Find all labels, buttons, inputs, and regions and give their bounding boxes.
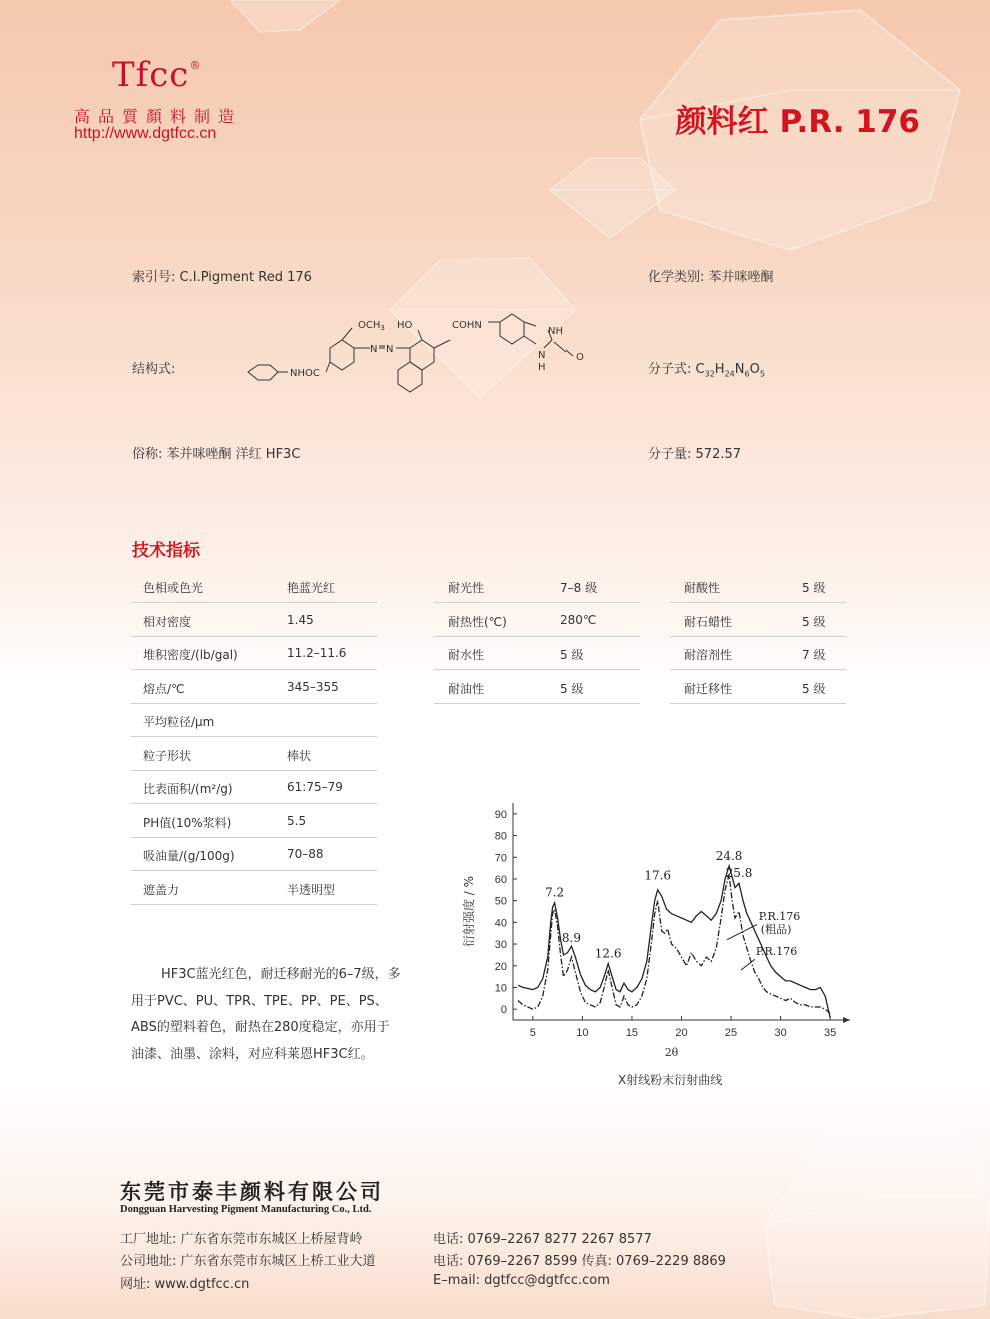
- y-tick-label: 10: [494, 982, 507, 995]
- spec-label: 比表面积/(m²/g): [143, 782, 233, 796]
- y-tick-label: 0: [500, 1004, 507, 1017]
- peak-label: 24.8: [715, 848, 743, 863]
- spec-label: 色相或色光: [143, 581, 204, 595]
- structure-n-right: N: [386, 344, 394, 355]
- spec-value: 5.5: [287, 813, 307, 828]
- spec-label: 耐水性: [448, 648, 485, 662]
- spec-value: 半透明型: [287, 882, 336, 897]
- structural-formula: [240, 310, 600, 410]
- spec-value: 7 级: [802, 648, 826, 662]
- spec-row: [670, 670, 846, 704]
- spec-label: 相对密度: [143, 614, 192, 629]
- y-tick-label: 40: [494, 917, 507, 930]
- x-tick-label: 25: [724, 1027, 738, 1039]
- spec-label: 耐酸性: [684, 581, 721, 595]
- structure-o: O: [576, 352, 584, 363]
- structure-h: H: [538, 362, 546, 373]
- spec-value: 280℃: [560, 612, 597, 627]
- y-tick-label: 90: [494, 808, 507, 821]
- structure-n-left: N: [370, 344, 378, 355]
- spec-value: 5 级: [560, 648, 584, 662]
- spec-row: [434, 670, 640, 704]
- peak-label: 8.9: [561, 931, 582, 946]
- spec-row: [670, 603, 846, 637]
- spec-row: [131, 737, 377, 771]
- diamond-decoration-top-left: [230, 0, 340, 40]
- brand-logo: Tfcc®: [112, 55, 202, 95]
- spec-row: [131, 804, 377, 838]
- x-tick-label: 10: [576, 1027, 589, 1039]
- spec-row: [131, 837, 377, 871]
- spec-value: 1.45: [287, 612, 314, 627]
- spec-value: 70–88: [287, 847, 324, 861]
- company-name-cn: 东莞市泰丰颜料有限公司: [120, 1179, 384, 1204]
- molecular-formula: 分子式: $C_{32}H_{24}N_6O_5$: [648, 362, 765, 379]
- y-tick-label: 20: [494, 960, 507, 973]
- x-axis-label: 2θ: [664, 1046, 679, 1059]
- x-tick-label: 20: [675, 1027, 688, 1039]
- spec-row: [131, 636, 377, 670]
- x-axis-arrow: [843, 1017, 850, 1023]
- brand-tagline: 高品質顏料制造: [74, 107, 243, 126]
- spec-row: [131, 703, 377, 737]
- spec-row: [434, 569, 640, 603]
- description-paragraph: HF3C蓝光红色，耐迁移耐光的6–7级，多用于PVC、PU、TPR、TPE、PP、PE、PS、ABS的塑料着色，耐热在280度稳定，亦用于油漆、油墨、涂料，对应科莱恩HF3C红。: [131, 967, 401, 1062]
- spec-label: 平均粒径/μm: [143, 715, 215, 729]
- peak-label: 17.6: [644, 868, 672, 883]
- spec-label: 耐热性(℃): [448, 614, 507, 629]
- legend-label: (粗品): [760, 923, 792, 937]
- spec-value: 艳蓝光红: [287, 581, 336, 595]
- spec-row: [670, 569, 846, 603]
- spec-value: 棒状: [287, 748, 312, 763]
- spec-label: 堆积密度/(lb/gal): [143, 648, 238, 662]
- x-tick-label: 5: [529, 1027, 536, 1039]
- y-tick-label: 30: [494, 939, 507, 952]
- spec-row: [131, 569, 377, 603]
- structure-och3: $OCH_3$: [358, 320, 385, 332]
- peak-label: 12.6: [594, 946, 622, 961]
- spec-label: 粒子形状: [143, 748, 192, 763]
- spec-row: [131, 770, 377, 804]
- structure-label: 结构式:: [132, 362, 176, 377]
- spec-value: 7–8 级: [560, 581, 598, 595]
- molecular-weight: 分子量: 572.57: [648, 447, 742, 462]
- spec-value: 61:75–79: [287, 780, 343, 794]
- diamond-decoration-small: [540, 150, 680, 240]
- spec-label: 熔点/℃: [143, 681, 185, 696]
- xrd-chart: [455, 795, 865, 1060]
- peak-label: 7.2: [545, 885, 565, 900]
- y-tick-label: 50: [494, 895, 507, 908]
- legend-label: P.R.176: [755, 944, 798, 958]
- spec-label: 耐油性: [448, 681, 485, 696]
- phone-fax: 电话: 0769–2267 8599 传真: 0769–2229 8869: [433, 1254, 726, 1269]
- legend-label: P.R.176: [758, 910, 801, 924]
- y-axis-label: 衍射强度 / %: [462, 875, 476, 948]
- spec-row: [670, 636, 846, 670]
- structure-n-lower: N: [538, 350, 546, 361]
- structure-cohn: COHN: [452, 320, 482, 331]
- spec-row: [131, 670, 377, 704]
- y-tick-label: 80: [494, 830, 507, 843]
- x-tick-label: 15: [625, 1027, 639, 1039]
- spec-row: [131, 871, 377, 905]
- structure-ho: HO: [397, 320, 413, 331]
- page-title: 颜料红 P.R. 176: [675, 104, 920, 140]
- spec-value: 5 级: [802, 614, 826, 629]
- peak-label: 25.8: [725, 866, 753, 881]
- x-tick-label: 35: [824, 1027, 837, 1039]
- email[interactable]: E–mail: dgtfcc@dgtfcc.com: [433, 1273, 610, 1288]
- spec-label: 遮盖力: [143, 882, 180, 897]
- spec-label: 耐石蜡性: [684, 614, 733, 629]
- spec-label: 耐光性: [448, 581, 485, 595]
- brand-url[interactable]: http://www.dgtfcc.cn: [74, 125, 217, 142]
- spec-value: 5 级: [802, 681, 826, 696]
- factory-address: 工厂地址: 广东省东莞市东城区上桥屋背岭: [120, 1232, 363, 1247]
- spec-value: 345–355: [287, 679, 339, 694]
- specs-title: 技术指标: [132, 541, 200, 561]
- spec-value: 5 级: [802, 581, 826, 595]
- structure-nh: NH: [548, 326, 563, 337]
- spec-row: [434, 603, 640, 637]
- index-number: 索引号: C.I.Pigment Red 176: [132, 270, 312, 285]
- spec-label: PH值(10%浆料): [143, 815, 232, 830]
- diamond-decoration-bottom-right: [745, 1105, 990, 1319]
- spec-value: 11.2–11.6: [287, 646, 347, 660]
- spec-row: [131, 603, 377, 637]
- company-name-en: Dongguan Harvesting Pigment Manufacturing Co., Ltd.: [120, 1204, 372, 1215]
- spec-row: [434, 636, 640, 670]
- chart-caption: X射线粉末衍射曲线: [618, 1073, 723, 1087]
- x-tick-label: 30: [774, 1027, 787, 1039]
- office-address: 公司地址: 广东省东莞市东城区上桥工业大道: [120, 1254, 376, 1269]
- website[interactable]: 网址: www.dgtfcc.cn: [120, 1277, 250, 1292]
- spec-value: 5 级: [560, 681, 584, 696]
- y-tick-label: 70: [494, 852, 507, 865]
- spec-label: 耐溶剂性: [684, 648, 733, 662]
- structure-nhoc: NHOC: [290, 368, 320, 379]
- chemical-class: 化学类别: 苯并咪唑酮: [648, 270, 774, 285]
- common-name: 俗称: 苯并咪唑酮 洋红 HF3C: [132, 447, 301, 462]
- y-tick-label: 60: [494, 873, 507, 886]
- spec-label: 吸油量/(g/100g): [143, 849, 235, 863]
- phone-1: 电话: 0769–2267 8277 2267 8577: [433, 1232, 652, 1247]
- spec-label: 耐迁移性: [684, 681, 733, 696]
